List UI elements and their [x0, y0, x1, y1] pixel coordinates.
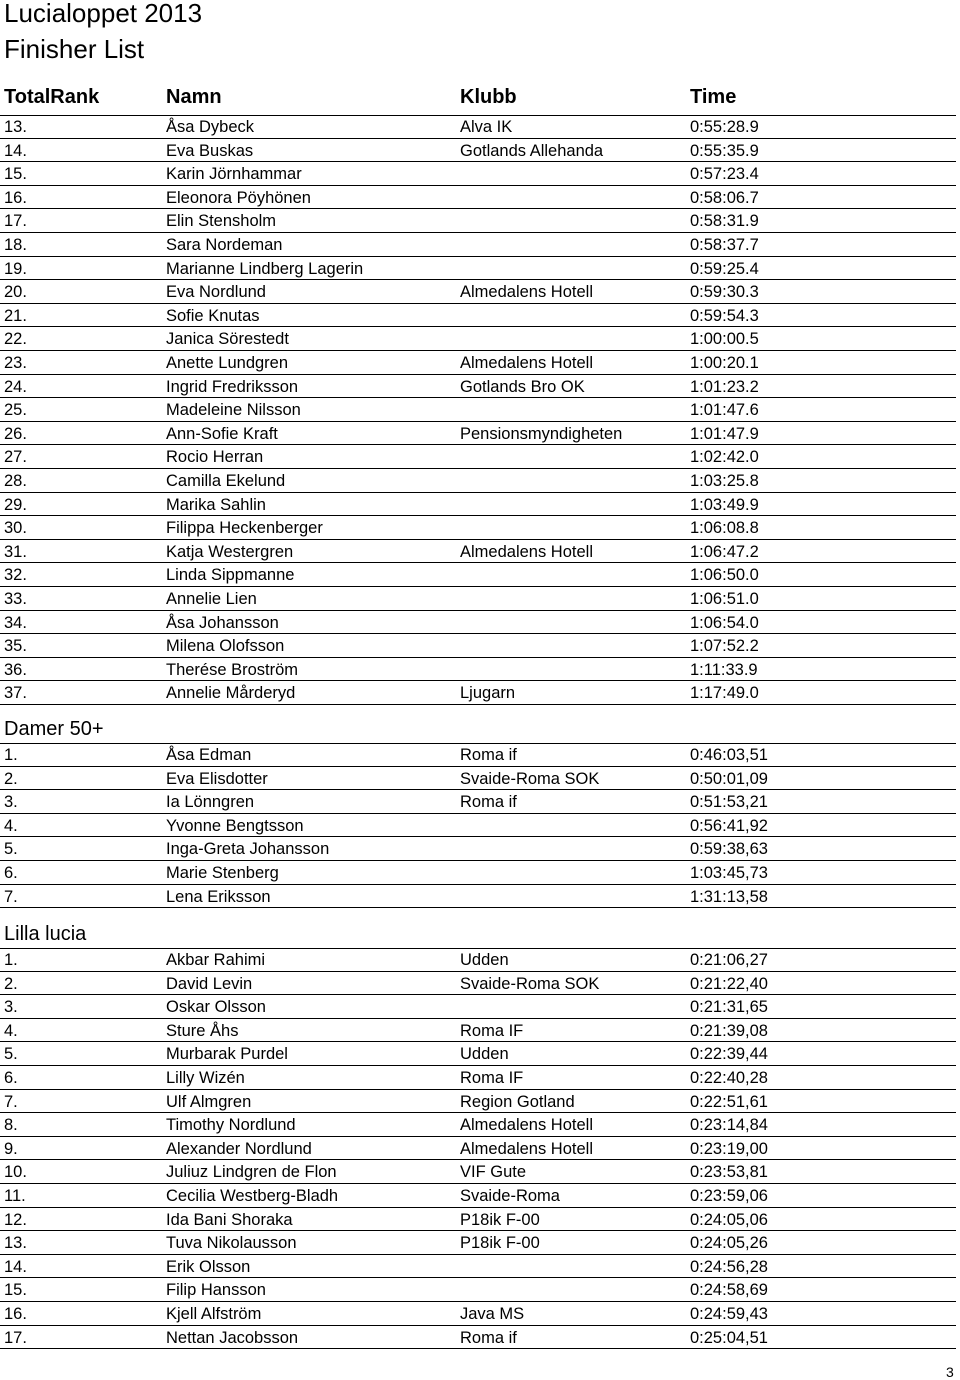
cell-name: Therése Broström: [166, 660, 299, 679]
cell-time: 0:24:05,26: [690, 1234, 768, 1253]
cell-rank: 2.: [4, 974, 18, 993]
cell-time: 0:59:25.4: [690, 259, 759, 278]
cell-name: Filippa Heckenberger: [166, 519, 323, 538]
cell-name: Annelie Lien: [166, 590, 257, 608]
table-row: [0, 162, 956, 186]
cell-rank: 15.: [4, 165, 27, 184]
cell-rank: 25.: [4, 401, 27, 420]
cell-club: Roma if: [460, 1328, 517, 1347]
cell-name: Karin Jörnhammar: [166, 165, 302, 184]
cell-rank: 3.: [4, 793, 18, 812]
cell-time: 0:21:39,08: [690, 1021, 768, 1040]
cell-name: Åsa Edman: [166, 746, 252, 764]
cell-time: 0:22:39,44: [690, 1045, 768, 1064]
table-row: [0, 1208, 956, 1232]
cell-name: Eleonora Pöyhönen: [166, 188, 311, 207]
table-row: [0, 375, 956, 399]
cell-name: Eva Buskas: [166, 141, 254, 160]
cell-club: Svaide-Roma SOK: [460, 769, 600, 788]
cell-time: 0:51:53,21: [690, 793, 768, 812]
cell-name: Rocio Herran: [166, 448, 264, 467]
column-header-time: Time: [690, 86, 737, 108]
cell-name: Juliuz Lindgren de Flon: [166, 1163, 337, 1182]
cell-club: Udden: [460, 1045, 509, 1064]
table-row: [0, 587, 956, 611]
cell-club: Svaide-Roma SOK: [460, 974, 600, 993]
table-row: [0, 257, 956, 281]
cell-time: 1:01:47.9: [690, 424, 759, 443]
cell-time: 1:03:49.9: [690, 495, 759, 514]
cell-time: 1:06:51.0: [690, 590, 759, 608]
cell-name: Akbar Rahimi: [166, 951, 266, 969]
table-row: [0, 1326, 956, 1350]
cell-rank: 12.: [4, 1210, 27, 1229]
cell-time: 0:21:31,65: [690, 998, 768, 1017]
cell-name: Oskar Olsson: [166, 998, 266, 1017]
cell-name: Kjell Alfström: [166, 1305, 262, 1323]
cell-time: 0:58:31.9: [690, 212, 759, 231]
table-row: [0, 1184, 956, 1208]
cell-name: Madeleine Nilsson: [166, 401, 301, 420]
cell-rank: 23.: [4, 354, 27, 372]
table-row: [0, 327, 956, 351]
cell-time: 0:57:23.4: [690, 165, 759, 184]
cell-name: Timothy Nordlund: [166, 1116, 296, 1135]
cell-rank: 20.: [4, 283, 27, 302]
cell-time: 0:46:03,51: [690, 746, 768, 764]
cell-rank: 3.: [4, 998, 18, 1017]
cell-time: 1:02:42.0: [690, 448, 759, 467]
table-row: [0, 115, 956, 139]
cell-time: 0:24:56,28: [690, 1257, 768, 1276]
cell-rank: 26.: [4, 424, 27, 443]
cell-rank: 34.: [4, 613, 27, 632]
cell-rank: 16.: [4, 188, 27, 207]
cell-name: Marika Sahlin: [166, 495, 266, 514]
cell-club: Alva IK: [460, 118, 513, 136]
cell-name: Katja Westergren: [166, 542, 294, 561]
cell-name: Elin Stensholm: [166, 212, 277, 231]
cell-name: Sofie Knutas: [166, 306, 260, 325]
cell-time: 0:21:06,27: [690, 951, 768, 969]
cell-club: Roma IF: [460, 1069, 524, 1087]
cell-rank: 24.: [4, 377, 27, 396]
table-row: [0, 398, 956, 422]
table-row: [0, 972, 956, 996]
table-row: [0, 790, 956, 814]
column-header-name: Namn: [166, 86, 222, 108]
table-row: [0, 634, 956, 658]
cell-club: Almedalens Hotell: [460, 1139, 593, 1158]
cell-rank: 4.: [4, 816, 18, 835]
cell-rank: 14.: [4, 141, 27, 160]
table-row: [0, 304, 956, 328]
cell-rank: 16.: [4, 1305, 27, 1323]
cell-rank: 30.: [4, 519, 27, 538]
page-number: 3: [946, 1364, 954, 1380]
cell-rank: 36.: [4, 660, 27, 679]
table-row: [0, 658, 956, 682]
cell-rank: 7.: [4, 1092, 18, 1111]
cell-name: Sara Nordeman: [166, 236, 283, 254]
cell-name: Sture Åhs: [166, 1021, 239, 1040]
table-row: [0, 885, 956, 909]
cell-name: Annelie Mårderyd: [166, 684, 296, 703]
cell-name: Janica Sörestedt: [166, 330, 289, 349]
table-row: [0, 1137, 956, 1161]
cell-rank: 22.: [4, 330, 27, 349]
table-row: [0, 186, 956, 210]
table-row: [0, 516, 956, 540]
cell-name: Eva Elisdotter: [166, 769, 268, 788]
cell-time: 1:06:47.2: [690, 542, 759, 561]
cell-rank: 17.: [4, 212, 27, 231]
cell-rank: 6.: [4, 1069, 18, 1087]
cell-time: 0:23:19,00: [690, 1139, 768, 1158]
table-row: [0, 861, 956, 885]
cell-time: 1:06:50.0: [690, 566, 759, 585]
cell-time: 0:24:59,43: [690, 1305, 768, 1323]
table-row: [0, 422, 956, 446]
table-row: [0, 681, 956, 705]
cell-time: 1:03:25.8: [690, 472, 759, 490]
table-row: [0, 1302, 956, 1326]
cell-time: 1:01:23.2: [690, 377, 759, 396]
cell-name: Alexander Nordlund: [166, 1139, 312, 1158]
cell-time: 0:22:51,61: [690, 1092, 768, 1111]
table-row: [0, 469, 956, 493]
column-header-rank: TotalRank: [4, 86, 100, 108]
table-row: [0, 445, 956, 469]
cell-name: Marie Stenberg: [166, 864, 279, 882]
section-title: Damer 50+: [4, 718, 104, 740]
cell-rank: 1.: [4, 951, 18, 969]
cell-time: 1:00:20.1: [690, 354, 759, 372]
table-row: [0, 767, 956, 791]
cell-name: Filip Hansson: [166, 1281, 266, 1300]
table-row: [0, 1255, 956, 1279]
cell-time: 0:55:35.9: [690, 141, 759, 160]
table-row: [0, 540, 956, 564]
cell-rank: 1.: [4, 746, 18, 764]
cell-rank: 35.: [4, 637, 27, 656]
cell-time: 0:58:37.7: [690, 236, 759, 254]
page-subtitle: Finisher List: [4, 34, 145, 64]
cell-rank: 15.: [4, 1281, 27, 1300]
table-row: [0, 209, 956, 233]
cell-time: 0:22:40,28: [690, 1069, 768, 1087]
cell-club: Almedalens Hotell: [460, 1116, 593, 1135]
cell-name: Marianne Lindberg Lagerin: [166, 259, 364, 278]
cell-club: Udden: [460, 951, 509, 969]
cell-time: 0:24:05,06: [690, 1210, 768, 1229]
cell-club: VIF Gute: [460, 1163, 527, 1182]
cell-time: 1:31:13,58: [690, 887, 768, 906]
cell-name: Ia Lönngren: [166, 793, 255, 812]
cell-club: P18ik F-00: [460, 1210, 540, 1229]
cell-name: Murbarak Purdel: [166, 1045, 288, 1064]
cell-club: Almedalens Hotell: [460, 354, 593, 372]
cell-rank: 8.: [4, 1116, 18, 1135]
cell-name: Nettan Jacobsson: [166, 1328, 299, 1347]
page-title: Lucialoppet 2013: [4, 0, 203, 28]
cell-rank: 6.: [4, 864, 18, 882]
cell-time: 1:11:33.9: [690, 660, 758, 679]
cell-rank: 4.: [4, 1021, 18, 1040]
cell-time: 0:55:28.9: [690, 118, 759, 136]
cell-time: 1:01:47.6: [690, 401, 759, 420]
cell-rank: 13.: [4, 1234, 27, 1253]
cell-rank: 28.: [4, 472, 27, 490]
cell-name: Inga-Greta Johansson: [166, 840, 330, 859]
cell-rank: 37.: [4, 684, 27, 703]
cell-time: 1:03:45,73: [690, 864, 768, 882]
cell-name: Tuva Nikolausson: [166, 1234, 297, 1253]
cell-time: 0:23:53,81: [690, 1163, 768, 1182]
cell-rank: 13.: [4, 118, 27, 136]
cell-rank: 27.: [4, 448, 27, 467]
cell-time: 0:59:38,63: [690, 840, 768, 859]
table-row: [0, 1160, 956, 1184]
cell-name: Anette Lundgren: [166, 354, 289, 372]
cell-name: Ann-Sofie Kraft: [166, 424, 278, 443]
cell-club: Svaide-Roma: [460, 1187, 560, 1205]
cell-time: 1:07:52.2: [690, 637, 759, 656]
table-row: [0, 233, 956, 257]
cell-club: Roma IF: [460, 1021, 524, 1040]
cell-time: 0:23:59,06: [690, 1187, 768, 1205]
cell-name: Eva Nordlund: [166, 283, 266, 302]
cell-name: Åsa Dybeck: [166, 118, 255, 136]
cell-time: 1:06:08.8: [690, 519, 759, 538]
cell-time: 1:06:54.0: [690, 613, 759, 632]
table-row: [0, 1113, 956, 1137]
cell-rank: 18.: [4, 236, 27, 254]
cell-club: Pensionsmyndigheten: [460, 424, 623, 443]
cell-time: 1:00:00.5: [690, 330, 759, 349]
cell-club: Roma if: [460, 793, 517, 812]
cell-name: David Levin: [166, 974, 253, 993]
cell-rank: 5.: [4, 840, 18, 859]
cell-name: Ida Bani Shoraka: [166, 1210, 293, 1229]
table-row: [0, 563, 956, 587]
cell-time: 0:25:04,51: [690, 1328, 768, 1347]
cell-rank: 2.: [4, 769, 18, 788]
cell-name: Cecilia Westberg-Bladh: [166, 1187, 339, 1205]
cell-name: Ulf Almgren: [166, 1092, 252, 1111]
cell-rank: 11.: [4, 1187, 26, 1205]
table-row: [0, 1090, 956, 1114]
cell-club: Java MS: [460, 1305, 525, 1323]
cell-rank: 31.: [4, 542, 27, 561]
cell-name: Erik Olsson: [166, 1257, 251, 1276]
cell-time: 1:17:49.0: [690, 684, 759, 703]
cell-time: 0:23:14,84: [690, 1116, 768, 1135]
cell-rank: 33.: [4, 590, 27, 608]
cell-rank: 21.: [4, 306, 27, 325]
cell-time: 0:59:54.3: [690, 306, 759, 325]
column-header-club: Klubb: [460, 86, 517, 108]
table-row: [0, 1019, 956, 1043]
cell-time: 0:56:41,92: [690, 816, 768, 835]
cell-club: Almedalens Hotell: [460, 542, 593, 561]
cell-time: 0:21:22,40: [690, 974, 768, 993]
column-header: [0, 82, 960, 112]
cell-name: Linda Sippmanne: [166, 566, 295, 585]
cell-rank: 14.: [4, 1257, 27, 1276]
cell-club: Region Gotland: [460, 1092, 575, 1111]
cell-club: Gotlands Allehanda: [460, 141, 604, 160]
table-row: [0, 814, 956, 838]
table-row: [0, 948, 956, 972]
cell-club: Almedalens Hotell: [460, 283, 593, 302]
cell-club: P18ik F-00: [460, 1234, 540, 1253]
table-row: [0, 493, 956, 517]
cell-name: Milena Olofsson: [166, 637, 285, 656]
table-row: [0, 743, 956, 767]
section-title: Lilla lucia: [4, 923, 87, 945]
cell-rank: 32.: [4, 566, 27, 585]
cell-name: Yvonne Bengtsson: [166, 816, 304, 835]
table-row: [0, 1278, 956, 1302]
table-row: [0, 1066, 956, 1090]
table-row: [0, 837, 956, 861]
table-row: [0, 280, 956, 304]
cell-name: Lilly Wizén: [166, 1069, 245, 1087]
cell-time: 0:24:58,69: [690, 1281, 768, 1300]
table-row: [0, 1042, 956, 1066]
cell-time: 0:59:30.3: [690, 283, 759, 302]
cell-rank: 17.: [4, 1328, 27, 1347]
cell-rank: 19.: [4, 259, 27, 278]
cell-rank: 29.: [4, 495, 27, 514]
table-row: [0, 611, 956, 635]
table-row: [0, 351, 956, 375]
cell-name: Åsa Johansson: [166, 613, 279, 632]
cell-rank: 7.: [4, 887, 18, 906]
table-row: [0, 995, 956, 1019]
cell-rank: 5.: [4, 1045, 18, 1064]
cell-name: Camilla Ekelund: [166, 472, 286, 490]
cell-name: Ingrid Fredriksson: [166, 377, 299, 396]
cell-time: 0:58:06.7: [690, 188, 759, 207]
cell-rank: 10.: [4, 1163, 27, 1182]
cell-club: Ljugarn: [460, 684, 516, 703]
cell-club: Gotlands Bro OK: [460, 377, 585, 396]
table-row: [0, 1231, 956, 1255]
cell-name: Lena Eriksson: [166, 887, 271, 906]
table-row: [0, 139, 956, 163]
cell-rank: 9.: [4, 1139, 18, 1158]
cell-club: Roma if: [460, 746, 517, 764]
cell-time: 0:50:01,09: [690, 769, 768, 788]
